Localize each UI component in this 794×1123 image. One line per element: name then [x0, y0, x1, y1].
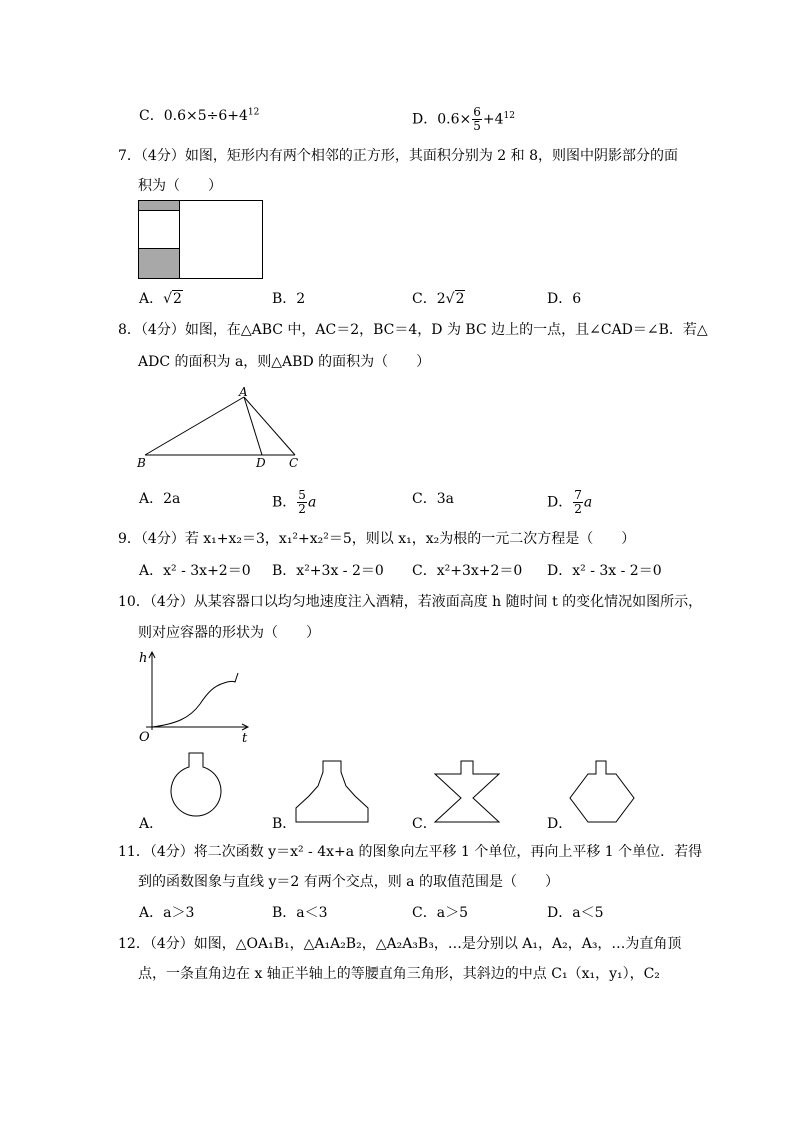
- q10-curve: [152, 673, 238, 727]
- q11-option-a: A．a＞3: [139, 905, 195, 921]
- q7-rectangle-figure: [138, 200, 264, 281]
- q10-option-d: D．: [547, 816, 573, 832]
- q9-option-d: D．x² - 3x - 2＝0: [547, 563, 662, 579]
- q8-option-c: C．3a: [412, 491, 454, 507]
- q7-stem-line1: 7．（4分）如图，矩形内有两个相邻的正方形，其面积分别为 2 和 8，则图中阴影部分的面: [118, 148, 678, 164]
- q8-d-fraction: $\frac{7}{2}$: [574, 488, 582, 516]
- q11-option-b: B．a＜3: [272, 905, 328, 921]
- q7-option-a: A．√2: [139, 291, 182, 307]
- q9-option-a: A．x² - 3x+2＝0: [139, 563, 251, 579]
- q8-stem-line2: ADC 的面积为 a，则△ABD 的面积为（ ）: [138, 354, 431, 370]
- q10-option-a: A．: [139, 816, 164, 832]
- q7-stem-line2: 积为（ ）: [138, 178, 222, 194]
- q7-option-b: B．2: [272, 291, 306, 307]
- q7-option-d: D．6: [547, 291, 582, 307]
- q8-label-c: C: [289, 456, 299, 470]
- q8-label-a: A: [239, 385, 248, 399]
- q10-container-d: [568, 760, 636, 824]
- q8-triangle-figure: [135, 385, 305, 470]
- q10-label-origin: O: [139, 730, 150, 745]
- q6-option-d: D．0.6× $\frac{6}{5}$ $+4^{12}$: [412, 105, 515, 133]
- q8-option-b: B． $\frac{5}{2}$ a: [272, 488, 317, 516]
- q9-option-b: B．x²+3x - 2＝0: [272, 563, 384, 579]
- q6-option-c: C．$0.6\times 5\div 6+4^{12}$: [139, 107, 260, 124]
- q12-stem-line1: 12．（4分）如图，△OA₁B₁，△A₁A₂B₂，△A₂A₃B₃，…是分别以 A₁，A₂，A₃，…为直角顶: [118, 936, 682, 952]
- q6-d-fraction: $\frac{6}{5}$: [473, 105, 481, 133]
- q11-stem-line2: 到的函数图象与直线 y＝2 有两个交点，则 a 的取值范围是（ ）: [138, 874, 559, 890]
- q10-option-b: B．: [272, 816, 297, 832]
- q9-stem: 9．（4分）若 x₁+x₂＝3，x₁²+x₂²＝5，则以 x₁，x₂为根的一元二次方程是（ ）: [118, 531, 636, 547]
- q10-label-h: h: [139, 651, 148, 666]
- q10-height-time-graph: [138, 648, 253, 746]
- q10-container-c: [433, 760, 501, 824]
- q11-stem-line1: 11．（4分）将二次函数 y＝x² - 4x+a 的图象向左平移 1 个单位，再向上平移 1 个单位．若得: [118, 844, 703, 860]
- q8-stem-line1: 8．（4分）如图，在△ABC 中，AC＝2，BC＝4，D 为 BC 边上的一点，且∠CAD＝∠B．若△: [118, 322, 708, 338]
- q10-container-b: [295, 760, 370, 824]
- q8-side-ac: [244, 397, 295, 455]
- q8-b-fraction: $\frac{5}{2}$: [298, 488, 306, 516]
- q11-option-c: C．a＞5: [412, 905, 468, 921]
- q12-stem-line2: 点，一条直角边在 x 轴正半轴上的等腰直角三角形，其斜边的中点 C₁（x₁，y₁），C₂: [138, 966, 660, 982]
- q8-option-d: D． $\frac{7}{2}$ a: [547, 488, 593, 516]
- q8-side-ab: [145, 397, 244, 455]
- q8-option-a: A．2a: [139, 491, 181, 507]
- q8-label-d: D: [256, 456, 266, 470]
- q8-label-b: B: [137, 456, 146, 470]
- q8-segment-ad: [244, 397, 262, 455]
- q10-container-a: [164, 752, 228, 822]
- q10-stem-line1: 10．（4分）从某容器口以均匀地速度注入酒精，若液面高度 h 随时间 t 的变化情况如图所示，: [118, 594, 703, 610]
- q10-label-t: t: [242, 731, 248, 746]
- q10-option-c: C．: [412, 816, 437, 832]
- q10-stem-line2: 则对应容器的形状为（ ）: [138, 625, 320, 641]
- q9-option-c: C．x²+3x+2＝0: [412, 563, 523, 579]
- q11-option-d: D．a＜5: [547, 905, 604, 921]
- q7-option-c: C．2√2: [412, 291, 465, 307]
